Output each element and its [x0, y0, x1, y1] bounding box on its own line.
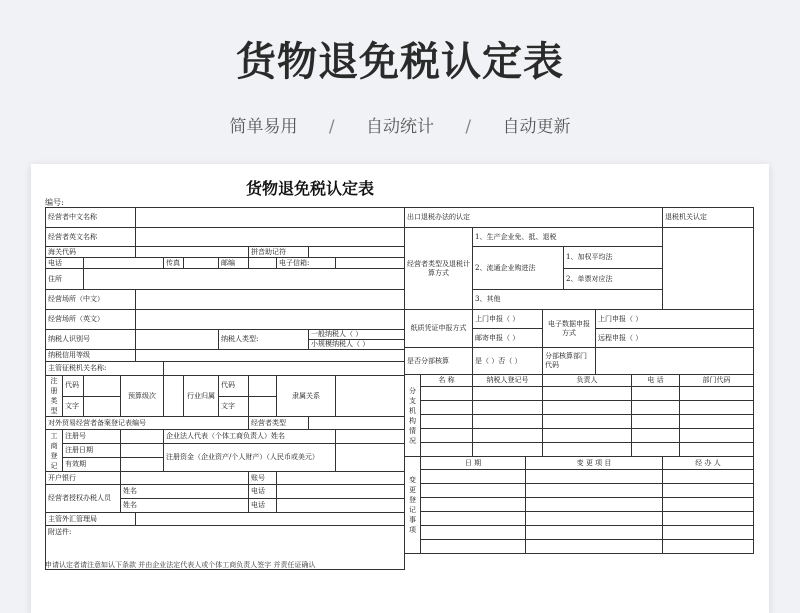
forex-admin-field[interactable] [136, 513, 405, 526]
agent-phone-1-label: 电话 [249, 485, 277, 499]
tag-auto-update: 自动更新 [502, 117, 571, 137]
reg-capital-label: 注册资金（企业资产/个人财产）（人民币或美元） [164, 444, 336, 472]
tag-auto-stat: 自动统计 [366, 117, 434, 137]
agent-name-2[interactable]: 姓名 [121, 499, 249, 513]
branch-code-label: 分部核算部门代码 [543, 348, 596, 375]
legal-rep-label: 企业法人代表（个体工商负责人）姓名 [164, 430, 336, 444]
name-en-field[interactable] [136, 228, 405, 247]
fax-field[interactable] [184, 258, 219, 269]
form-sheet [31, 164, 769, 613]
validity-field[interactable] [121, 458, 164, 472]
branch-col-dept: 部门代码 [680, 375, 754, 387]
taxpayer-id-label: 纳税人识别号 [46, 330, 136, 350]
name-cn-field[interactable] [136, 208, 405, 228]
change-col-date: 日 期 [421, 457, 526, 470]
industry-text-field[interactable] [249, 396, 277, 417]
operator-type-field[interactable] [309, 417, 405, 430]
branch-code-field[interactable] [596, 348, 754, 375]
affiliation-field[interactable] [336, 376, 405, 417]
bank-field[interactable] [121, 472, 249, 485]
reg-type-text-field[interactable] [84, 396, 121, 417]
option-production[interactable]: 1、生产企业免、抵、退税 [473, 228, 663, 247]
credit-level-field[interactable] [136, 350, 405, 362]
place-en-label: 经营场所（英文） [46, 310, 136, 330]
tax-authority-field[interactable] [164, 362, 405, 376]
taxpayer-id-field[interactable] [136, 330, 219, 350]
place-en-field[interactable] [136, 310, 405, 330]
small-taxpayer-option[interactable]: 小规模纳税人（ ） [309, 340, 405, 350]
left-form-table [45, 207, 405, 570]
branch-calc-label: 是否分部核算 [405, 348, 473, 375]
table-row [405, 470, 754, 484]
serial-label: 编号: [45, 198, 64, 207]
change-col-item: 变 更 项 目 [526, 457, 663, 470]
option-weighted-avg[interactable]: 1、加权平均法 [564, 247, 663, 269]
forex-admin-label: 主管外汇管理局 [46, 513, 136, 526]
customs-code-label: 海关代码 [46, 247, 136, 258]
industry-text-label: 文字 [219, 396, 249, 417]
change-col-handler: 经 办 人 [663, 457, 754, 470]
table-row [405, 443, 754, 457]
reg-type-text-label: 文字 [63, 396, 84, 417]
postcode-field[interactable] [249, 258, 277, 269]
method-title: 出口退税办法的认定 [405, 208, 663, 228]
reg-no-label: 注册号 [63, 430, 121, 444]
general-taxpayer-option[interactable]: 一般纳税人（ ） [309, 330, 405, 340]
authority-field-1[interactable] [663, 228, 754, 310]
branch-col-head: 负责人 [543, 375, 632, 387]
budget-level-label: 预算级次 [121, 376, 164, 417]
tag-easy: 简单易用 [229, 117, 298, 137]
budget-level-field[interactable] [164, 376, 184, 417]
reg-type-code-label: 代码 [63, 376, 84, 397]
credit-level-label: 纳税信用等级 [46, 350, 136, 362]
address-label: 住所 [46, 269, 84, 290]
reg-date-label: 注册日期 [63, 444, 121, 458]
name-en-label: 经营者英文名称 [46, 228, 136, 247]
account-label: 账号 [249, 472, 277, 485]
paper-mail-option[interactable]: 邮寄申报（ ） [473, 329, 543, 348]
paper-voucher-label: 纸质凭证申报方式 [405, 310, 473, 348]
postcode-label: 邮编 [219, 258, 249, 269]
attachments-label: 附送件: [48, 528, 72, 536]
industry-code-label: 代码 [219, 376, 249, 397]
reg-date-field[interactable] [121, 444, 164, 458]
affiliation-label: 隶属关系 [277, 376, 336, 417]
e-door-option[interactable]: 上门申报（ ） [596, 310, 754, 329]
authority-title: 退税机关认定 [663, 208, 754, 228]
industry-label: 行业归属 [184, 376, 219, 417]
customs-code-field[interactable] [136, 247, 249, 258]
option-circulation[interactable]: 2、流通企业购进法 [473, 247, 564, 290]
agent-label: 经营者授权办税人员 [46, 485, 121, 513]
tax-authority-label: 主管征税机关名称: [46, 362, 164, 376]
legal-rep-field[interactable] [336, 430, 405, 444]
address-field[interactable] [84, 269, 405, 290]
feature-tags [0, 112, 800, 137]
table-row [405, 540, 754, 554]
email-label: 电子信箱: [277, 258, 336, 269]
branch-org-label: 分支机构情况 [405, 375, 421, 457]
branch-col-taxpayer: 纳税人登记号 [473, 375, 543, 387]
operator-type-label: 经营者类型 [249, 417, 309, 430]
table-row [405, 526, 754, 540]
option-single-ticket[interactable]: 2、单票对应法 [564, 269, 663, 290]
bank-label: 开户银行 [46, 472, 121, 485]
footer-note: 申请认定者请注意如认下条款 并由企业法定代表人或个体工商负责人签字 并责任证确认 [45, 561, 316, 569]
right-form-table [404, 207, 754, 554]
email-field[interactable] [336, 258, 405, 269]
pinyin-label: 拼音助记符 [249, 247, 309, 258]
phone-label: 电话 [46, 258, 84, 269]
taxpayer-type-label: 纳税人类型: [219, 330, 309, 350]
table-row [405, 512, 754, 526]
pinyin-field[interactable] [309, 247, 405, 258]
agent-phone-1-field[interactable] [277, 485, 405, 499]
branch-col-phone: 电 话 [632, 375, 680, 387]
option-other[interactable]: 3、其他 [473, 290, 663, 310]
table-row [405, 484, 754, 498]
branch-calc-options[interactable]: 是（ ）否（ ） [473, 348, 543, 375]
industry-code-field[interactable] [249, 376, 277, 397]
page-title: 货物退免税认定表 [236, 39, 564, 85]
e-data-label: 电子数据申报方式 [543, 310, 596, 348]
tag-separator: / [328, 117, 335, 137]
agent-phone-2-field[interactable] [277, 499, 405, 513]
validity-label: 有效期 [63, 458, 121, 472]
place-cn-label: 经营场所（中文） [46, 290, 136, 310]
table-row [405, 387, 754, 401]
table-row [405, 429, 754, 443]
place-cn-field[interactable] [136, 290, 405, 310]
name-cn-label: 经营者中文名称 [46, 208, 136, 228]
trade-reg-no-label: 对外贸易经营者备案登记表编号 [46, 417, 249, 430]
table-row [405, 498, 754, 512]
reg-no-field[interactable] [121, 430, 164, 444]
paper-door-option[interactable]: 上门申报（ ） [473, 310, 543, 329]
reg-type-label: 注册类型 [46, 376, 63, 417]
table-row [405, 401, 754, 415]
account-field[interactable] [277, 472, 405, 485]
biz-reg-label: 工商登记 [46, 430, 63, 472]
phone-field[interactable] [84, 258, 164, 269]
fax-label: 传真 [164, 258, 184, 269]
branch-col-name: 名 称 [421, 375, 473, 387]
reg-capital-field[interactable] [336, 444, 405, 472]
agent-phone-2-label: 电话 [249, 499, 277, 513]
change-items-label: 变更登记事项 [405, 457, 421, 554]
agent-name-1[interactable]: 姓名 [121, 485, 249, 499]
reg-type-code-field[interactable] [84, 376, 121, 397]
table-row [405, 415, 754, 429]
e-remote-option[interactable]: 远程申报（ ） [596, 329, 754, 348]
form-title: 货物退免税认定表 [245, 179, 374, 198]
calc-method-label: 经营者类型及退税计算方式 [405, 228, 473, 310]
tag-separator: / [465, 117, 472, 137]
